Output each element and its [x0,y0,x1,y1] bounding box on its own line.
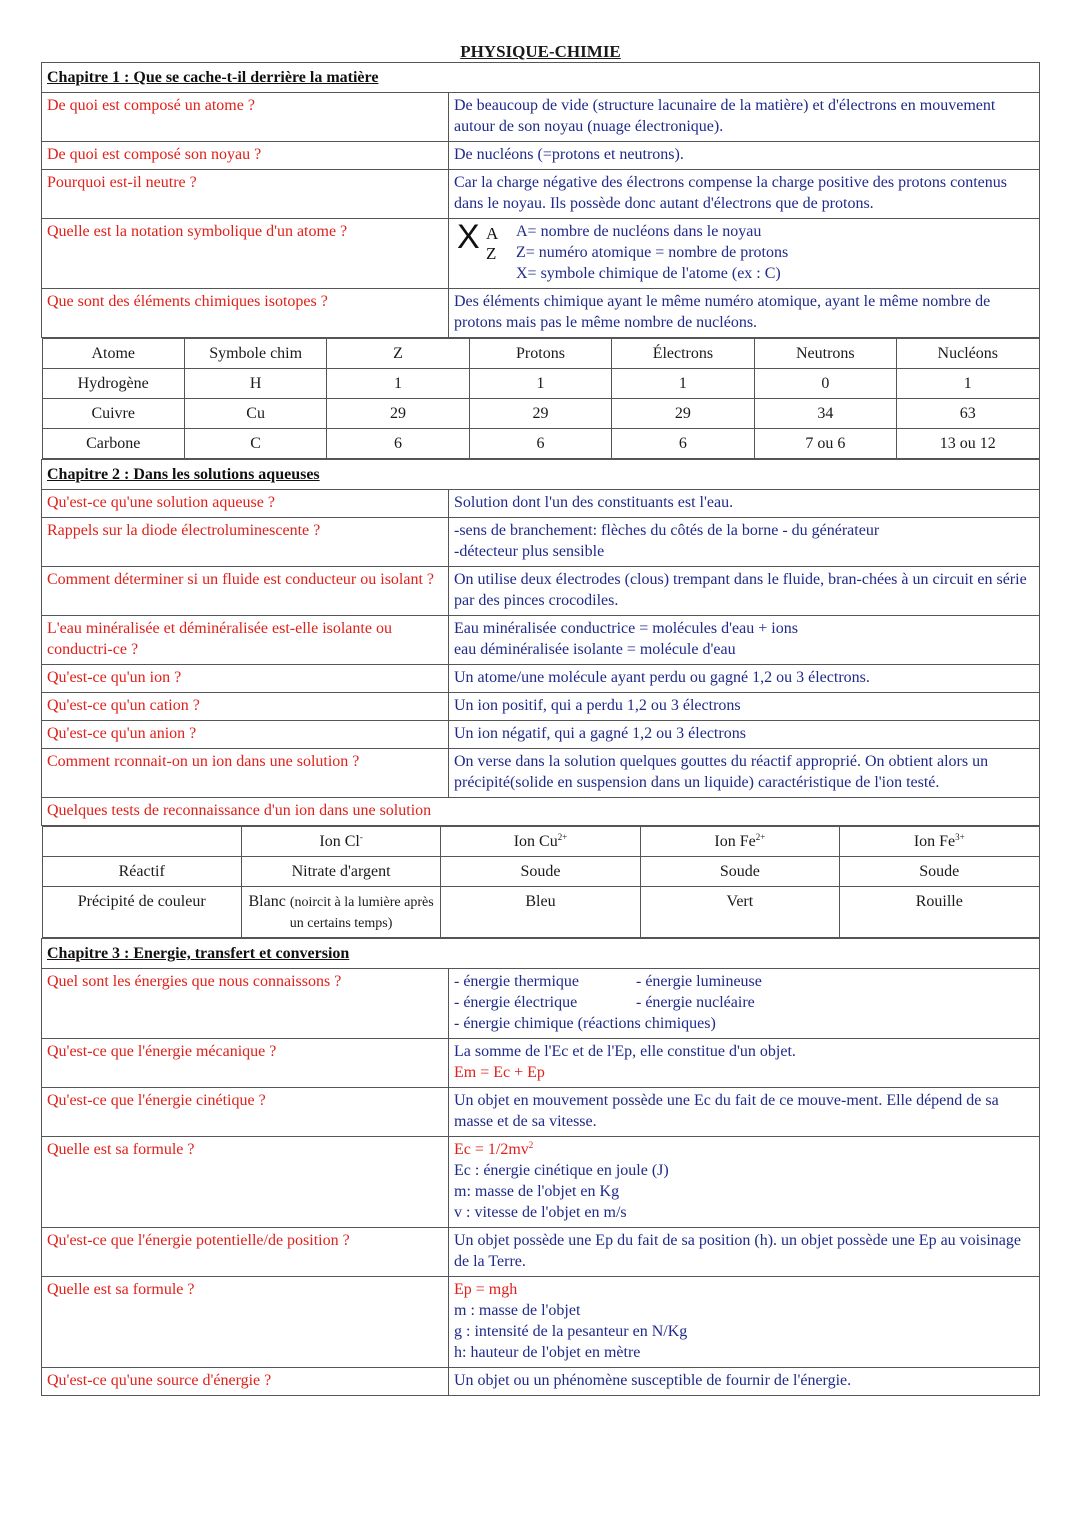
answer-line: m : masse de l'objet [454,1302,581,1319]
column-header: Ion Cl- [241,827,440,857]
qa-row [42,170,1040,219]
notation-answer [449,219,1040,289]
question: Pourquoi est-il neutre ? [42,170,449,219]
column-header: Symbole chim [184,339,326,369]
table-cell: 29 [327,399,469,429]
table-header-row [42,827,1039,857]
table-row [42,857,1039,887]
atom-table [42,338,1040,459]
row-header: Précipité de couleur [42,887,241,938]
qa-row [42,93,1040,142]
answer-line: On verse dans la solution quelques gouttes du réactif approprié. On obtient alors un précipité(solide en suspension dans un liquide) caractéristique de l'ion testé. [454,753,989,791]
column-header: Ion $Fe^{3+}$ [840,827,1039,857]
qa-row [42,665,1040,693]
table-cell: 1 [327,369,469,399]
table-cell: Vert [640,887,839,938]
qa-row [42,289,1040,338]
table-row [42,429,1039,459]
table-cell: 1 [469,369,611,399]
energy-item: - énergie électrique [454,994,578,1011]
answer [449,969,1040,1039]
table-cell: 6 [327,429,469,459]
question: Quel sont les énergies que nous connaissons ? [42,969,449,1039]
answer: De beaucoup de vide (structure lacunaire de la matière) et d'électrons en mouvement autour de son noyau (nuage électronique). [449,93,1040,142]
notation-line: X= symbole chimique de l'atome (ex : C) [516,265,781,282]
qa-row [42,1137,1040,1228]
table-cell: 13 ou 12 [897,429,1039,459]
answer-line: g : intensité de la pesanteur en N/Kg [454,1323,688,1340]
table-cell: H [184,369,326,399]
symbol-a: A [486,224,499,243]
qa-row [42,1039,1040,1088]
question: Rappels sur la diode électroluminescente ? [42,518,449,567]
question: Qu'est-ce qu'un ion ? [42,665,449,693]
answer [449,616,1040,665]
question: Qu'est-ce que l'énergie cinétique ? [42,1088,449,1137]
chapter-3-heading: Chapitre 3 : Energie, transfert et conversion [42,939,1040,969]
table-cell: Hydrogène [42,369,184,399]
question: Quelle est la notation symbolique d'un atome ? [42,219,449,289]
table-cell: Blanc (noircit à la lumière après un certains temps) [241,887,440,938]
qa-row [42,219,1040,289]
qa-row [42,721,1040,749]
answer-line: eau déminéralisée isolante = molécule d'eau [454,641,736,658]
question: Quelle est sa formule ? [42,1277,449,1368]
column-header: Électrons [612,339,754,369]
table-cell: Cu [184,399,326,429]
table-cell: 6 [612,429,754,459]
answer-line: Un ion négatif, qui a gagné 1,2 ou 3 électrons [454,725,746,742]
answer-line: -détecteur plus sensible [454,543,605,560]
answer-line: Un atome/une molécule ayant perdu ou gagné 1,2 ou 3 électrons. [454,669,870,686]
answer [449,665,1040,693]
ion-tests-heading: Quelques tests de reconnaissance d'un ion dans une solution [42,798,1040,826]
question: Qu'est-ce qu'une solution aqueuse ? [42,490,449,518]
column-header: Ion $Cu^{2+}$ [441,827,640,857]
table-cell: 7 ou 6 [754,429,896,459]
qa-row [42,1088,1040,1137]
answer [449,567,1040,616]
table-cell: 1 [897,369,1039,399]
table-cell: Cuivre [42,399,184,429]
energy-item: - énergie nucléaire [636,994,755,1011]
column-header: Nucléons [897,339,1039,369]
question: L'eau minéralisée et déminéralisée est-elle isolante ou conductri-ce ? [42,616,449,665]
question: Quelle est sa formule ? [42,1137,449,1228]
question: Comment déterminer si un fluide est conducteur ou isolant ? [42,567,449,616]
question: Qu'est-ce qu'un cation ? [42,693,449,721]
table-cell: 0 [754,369,896,399]
answer-line: La somme de l'Ec et de l'Ep, elle constitue d'un objet. [454,1043,796,1060]
table-cell: 29 [469,399,611,429]
table-row [42,887,1039,938]
question: Qu'est-ce que l'énergie mécanique ? [42,1039,449,1088]
formula-line: $Ec = 1/2mv^2$ [454,1140,534,1158]
column-header: Neutrons [754,339,896,369]
energy-item: - énergie chimique (réactions chimiques) [454,1015,716,1032]
formula-line: Ep = mgh [454,1281,518,1298]
question: Qu'est-ce que l'énergie potentielle/de position ? [42,1228,449,1277]
notation-line: A= nombre de nucléons dans le noyau [516,223,762,240]
table-row [42,399,1039,429]
answer-line: -sens de branchement: flèches du côtés de la borne - du générateur [454,522,880,539]
answer-line: Un objet possède une Ep du fait de sa position (h). un objet possède une Ep au voisinage de la Terre. [454,1232,1021,1270]
answer-line: m: masse de l'objet en Kg [454,1183,620,1200]
answer [449,693,1040,721]
table-cell [42,827,241,857]
qa-row [42,969,1040,1039]
answer [449,1039,1040,1088]
answer-line: Un objet ou un phénomène susceptible de fournir de l'énergie. [454,1372,852,1389]
answer-line: Un objet en mouvement possède une Ec du fait de ce mouve-ment. Elle dépend de sa masse et de sa vitesse. [454,1092,999,1130]
column-header: Protons [469,339,611,369]
table-header-row [42,339,1039,369]
ion-test-table [42,826,1040,938]
answer [449,1088,1040,1137]
answer [449,1228,1040,1277]
atom-notation-symbol [454,218,516,281]
answer-line: Un ion positif, qui a perdu 1,2 ou 3 électrons [454,697,741,714]
table-cell: 1 [612,369,754,399]
question: Qu'est-ce qu'un anion ? [42,721,449,749]
table-row [42,369,1039,399]
question: Qu'est-ce qu'une source d'énergie ? [42,1368,449,1396]
column-header: Z [327,339,469,369]
summary-sheet [41,62,1040,1396]
answer [449,1137,1040,1228]
question: Comment rconnait-on un ion dans une solution ? [42,749,449,798]
qa-row [42,1277,1040,1368]
question: Que sont des éléments chimiques isotopes ? [42,289,449,338]
qa-row [42,567,1040,616]
page-title: PHYSIQUE-CHIMIE [460,42,621,61]
answer [449,518,1040,567]
answer-line: v : vitesse de l'objet en m/s [454,1204,627,1221]
qa-row [42,1228,1040,1277]
question: De quoi est composé un atome ? [42,93,449,142]
answer [449,749,1040,798]
symbol-z: Z [486,244,497,263]
question: De quoi est composé son noyau ? [42,142,449,170]
energy-item: - énergie thermique [454,973,579,990]
table-cell: 6 [469,429,611,459]
table-cell: 63 [897,399,1039,429]
answer [449,1277,1040,1368]
chapter-2-heading: Chapitre 2 : Dans les solutions aqueuses [42,460,1040,490]
symbol-x: X [457,218,480,256]
table-cell: Bleu [441,887,640,938]
qa-row [42,490,1040,518]
column-header: Ion $Fe^{2+}$ [640,827,839,857]
qa-row [42,616,1040,665]
qa-row [42,693,1040,721]
table-cell: Carbone [42,429,184,459]
answer-line: On utilise deux électrodes (clous) trempant dans le fluide, bran-chées à un circuit en série par des pinces crocodiles. [454,571,1027,609]
energy-item: - énergie lumineuse [636,973,762,990]
answer: Des éléments chimique ayant le même numéro atomique, ayant le même nombre de protons mais pas le même nombre de nucléons. [449,289,1040,338]
table-cell: Soude [441,857,640,887]
table-cell: Soude [840,857,1039,887]
answer-line: h: hauteur de l'objet en mètre [454,1344,641,1361]
chapter-1-heading: Chapitre 1 : Que se cache-t-il derrière la matière [42,63,1040,93]
table-cell: Soude [640,857,839,887]
answer: Car la charge négative des électrons compense la charge positive des protons contenus dans le noyau. Ils possède donc autant d'électrons que de protons. [449,170,1040,219]
answer: De nucléons (=protons et neutrons). [449,142,1040,170]
table-cell: Nitrate d'argent [241,857,440,887]
answer [449,721,1040,749]
answer-line: Eau minéralisée conductrice = molécules d'eau + ions [454,620,798,637]
qa-row [42,142,1040,170]
qa-row [42,518,1040,567]
row-header: Réactif [42,857,241,887]
table-cell: Rouille [840,887,1039,938]
table-cell: 34 [754,399,896,429]
answer-line: Solution dont l'un des constituants est l'eau. [454,494,734,511]
qa-row [42,749,1040,798]
notation-line: Z= numéro atomique = nombre de protons [516,244,789,261]
table-cell: 29 [612,399,754,429]
table-cell: C [184,429,326,459]
answer [449,1368,1040,1396]
formula-line: Em = Ec + Ep [454,1064,545,1081]
qa-row [42,1368,1040,1396]
answer [449,490,1040,518]
column-header: Atome [42,339,184,369]
answer-line: Ec : énergie cinétique en joule (J) [454,1162,669,1179]
